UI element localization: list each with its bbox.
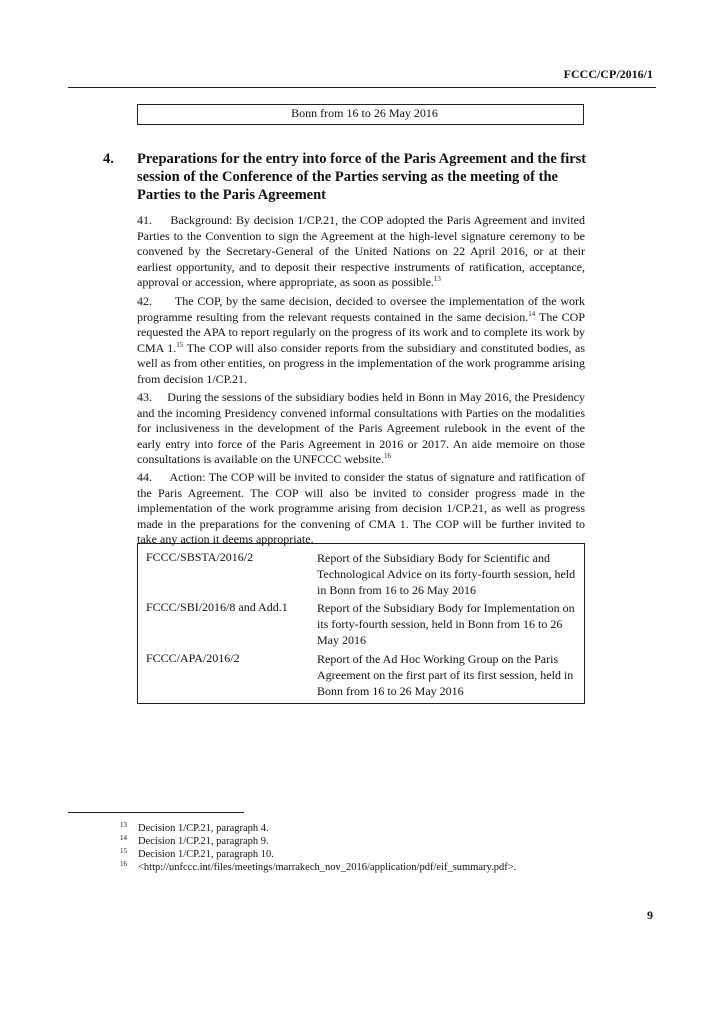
paragraph-42 — [137, 294, 585, 387]
paragraph-text: 42. The COP, by the same decision, decided to oversee the implementation of the work programme resulting from the relevant requests contained in the same decision. — [137, 294, 585, 324]
section-number: 4. — [103, 151, 114, 167]
footnote-link[interactable]: <http://unfccc.int/files/meetings/marrakech_nov_2016/application/pdf/eif_summary.pdf>. — [138, 862, 517, 873]
footnote-text: Decision 1/CP.21, paragraph 10. — [138, 849, 274, 860]
paragraph-44 — [137, 470, 585, 548]
document-symbol: FCCC/CP/2016/1 — [563, 67, 653, 81]
footnote-text: Decision 1/CP.21, paragraph 9. — [138, 836, 269, 847]
footnote-ref[interactable]: 16 — [383, 452, 391, 460]
document-code: FCCC/SBSTA/2016/2 — [146, 550, 254, 564]
documents-table — [137, 543, 585, 704]
document-description: Report of the Ad Hoc Working Group on the Paris Agreement on the first part of its first session, held in Bonn from 16 to 26 May 2016 — [317, 652, 574, 698]
paragraph-text: 44. Action: The COP will be invited to consider the status of signature and ratification of the Paris Agreement. The COP will also be invited to consider progress made in the implementation of the work programme arising from decision 1/CP.21, as well as progress made in the preparations for the convening of CMA 1. The COP will be further invited to take any action it deems appropriate. — [137, 470, 585, 546]
document-code: FCCC/SBI/2016/8 and Add.1 — [146, 600, 288, 614]
paragraph-43 — [137, 390, 585, 468]
paragraph-text: The COP will also consider reports from the subsidiary and constituted bodies, as well as from other entities, on progress in the implementation of the work programme arising from decision 1/CP.21. — [137, 340, 585, 386]
document-description: Report of the Subsidiary Body for Implementation on its forty-fourth session, held in Bonn from 16 to 26 May 2016 — [317, 601, 575, 647]
header-divider — [68, 87, 656, 88]
footnote-ref[interactable]: 15 — [176, 340, 184, 349]
paragraph-text: The COP requested the APA to report regularly on the progress of its work and to complete its work by CMA 1. — [137, 309, 585, 355]
footnote-number: 13 — [120, 821, 127, 829]
footnote-number: 14 — [120, 834, 127, 842]
footnote-ref[interactable]: 13 — [433, 275, 441, 283]
footnote-number: 16 — [120, 860, 127, 868]
footnote-ref[interactable]: 14 — [528, 309, 536, 318]
document-description: Report of the Subsidiary Body for Scientific and Technological Advice on its forty-fourth session, held in Bonn from 16 to 26 May 2016 — [317, 551, 576, 597]
document-code: FCCC/APA/2016/2 — [146, 651, 240, 665]
footnote-divider — [68, 812, 244, 813]
footnote-text: Decision 1/CP.21, paragraph 4. — [138, 823, 269, 834]
section-title: Preparations for the entry into force of the Paris Agreement and the first session of the Conference of the Parties serving as the meeting of the Parties to the Paris Agreement — [137, 151, 587, 203]
footnote-number: 15 — [120, 847, 127, 855]
paragraph-text: 41. Background: By decision 1/CP.21, the COP adopted the Paris Agreement and invited Parties to the Convention to sign the Agreement at the high-level signature ceremony to be convened by the Secretary-General of the United Nations on 22 April 2016, or at their earliest opportunity, and to deposit their respective instruments of ratification, acceptance, approval or accession, where appropriate, as soon as possible. — [137, 213, 585, 289]
continued-table-cell: Bonn from 16 to 26 May 2016 — [137, 104, 584, 125]
paragraph-41 — [137, 213, 585, 291]
paragraph-text: 43. During the sessions of the subsidiary bodies held in Bonn in May 2016, the Presidency and the incoming Presidency convened informal consultations with Parties on the modalities for inclusiveness in the development of the Paris Agreement rulebook in the event of the early entry into force of the Paris Agreement in 2016 or 2017. An aide memoire on those consultations is available on the UNFCCC website. — [137, 390, 585, 466]
page-number: 9 — [647, 908, 653, 922]
